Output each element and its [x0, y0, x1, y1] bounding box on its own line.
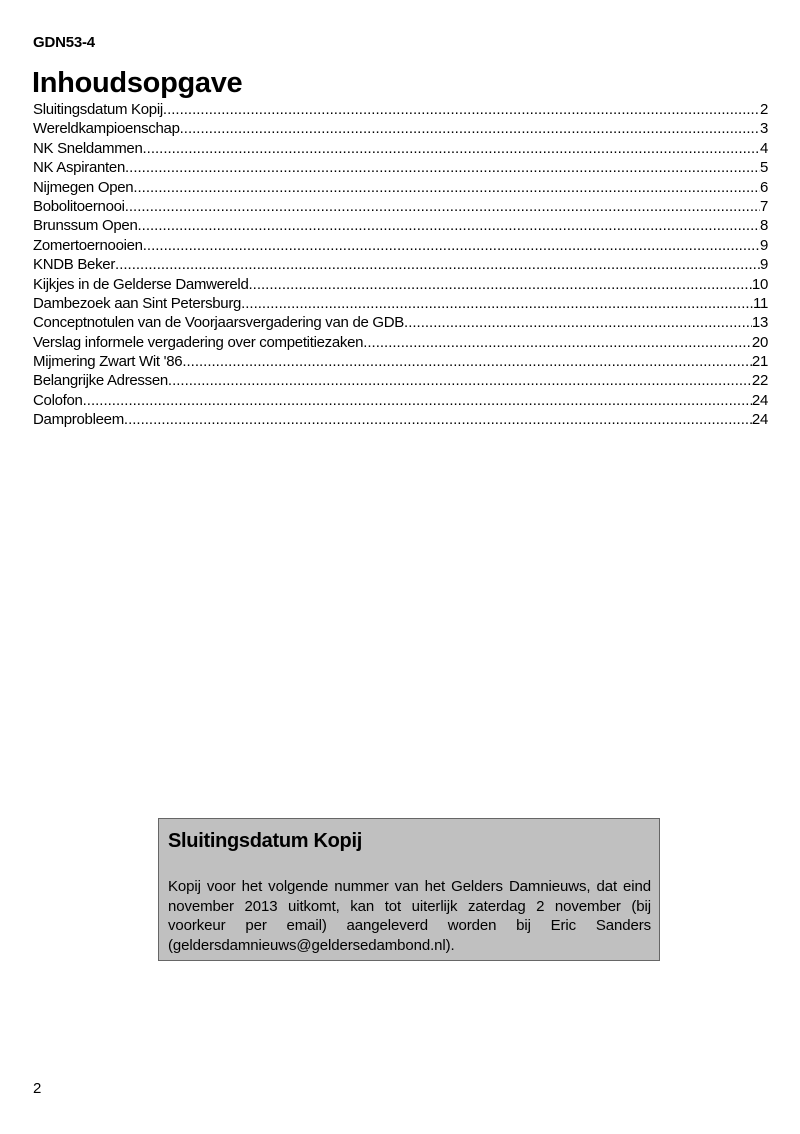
toc-entry-leader — [249, 275, 752, 294]
toc-entry-page: 2 — [759, 101, 768, 118]
toc-entry-page: 24 — [751, 391, 768, 409]
toc-entry-page: 20 — [751, 333, 768, 351]
toc-entry-label: Conceptnotulen van de Voorjaarsvergadering van de GDB — [33, 314, 405, 332]
toc-entry-leader — [137, 216, 759, 235]
toc-entry-page: 7 — [759, 197, 768, 215]
toc-entry-page: 11 — [753, 294, 768, 312]
toc-entry-label: Zomertoernooien — [33, 236, 143, 254]
toc-entry[interactable] — [33, 391, 768, 410]
toc-entry-page: 24 — [751, 411, 768, 429]
toc-entry[interactable] — [33, 139, 768, 158]
toc-entry[interactable] — [33, 216, 768, 235]
toc-entry[interactable] — [33, 100, 768, 119]
toc-entry-page: 9 — [759, 236, 768, 254]
page-number: 2 — [33, 1080, 42, 1097]
notice-body: Kopij voor het volgende nummer van het Gelders Damnieuws, dat eind november 2013 uitkomt, kan tot uiterlijk zaterdag 2 november (bij voorkeur per email) aangeleverd worden bij Eric Sanders (geldersdamnieuws@geldersedambond.nl). — [168, 878, 651, 954]
toc-entry[interactable] — [33, 236, 768, 255]
toc-entry-leader — [180, 119, 760, 138]
closing-date-notice-box — [158, 818, 660, 961]
toc-entry-leader — [143, 139, 760, 158]
toc-entry-page: 13 — [751, 314, 768, 332]
toc-entry-page: 21 — [751, 353, 768, 371]
toc-entry-label: Colofon — [33, 391, 83, 409]
notice-title: Sluitingsdatum Kopij — [168, 830, 362, 852]
toc-entry-leader — [363, 333, 752, 352]
toc-entry-leader — [83, 391, 752, 410]
toc-entry[interactable] — [33, 313, 768, 332]
toc-entry-leader — [182, 352, 752, 371]
toc-entry[interactable] — [33, 178, 768, 197]
toc-entry-label: NK Aspiranten — [33, 159, 125, 177]
toc-entry-leader — [125, 158, 760, 177]
toc-entry[interactable] — [33, 410, 768, 429]
toc-entry-label: Wereldkampioenschap — [33, 120, 180, 138]
toc-entry[interactable] — [33, 294, 768, 313]
toc-entry-label: Mijmering Zwart Wit '86 — [33, 353, 183, 371]
toc-entry-label: Nijmegen Open — [33, 178, 134, 196]
toc-entry-label: Damprobleem — [33, 411, 124, 429]
toc-entry[interactable] — [33, 352, 768, 371]
toc-entry-leader — [125, 197, 760, 216]
toc-entry-leader — [163, 100, 760, 119]
toc-entry[interactable] — [33, 197, 768, 216]
table-of-contents — [33, 100, 768, 430]
toc-entry-leader — [143, 236, 760, 255]
toc-entry-page: 5 — [759, 159, 768, 177]
toc-entry-page: 22 — [751, 372, 768, 390]
toc-entry-page: 6 — [759, 178, 768, 196]
toc-entry-page: 8 — [759, 217, 768, 235]
toc-entry-page: 4 — [759, 139, 768, 157]
toc-entry-label: Brunssum Open — [33, 217, 138, 235]
toc-entry-label: Verslag informele vergadering over competitiezaken — [33, 333, 364, 351]
toc-entry-leader — [168, 371, 752, 390]
toc-entry-label: Kijkjes in de Gelderse Damwereld — [33, 275, 249, 293]
toc-entry[interactable] — [33, 158, 768, 177]
toc-entry-label: Sluitingsdatum Kopij — [33, 101, 163, 118]
toc-title: Inhoudsopgave — [32, 67, 243, 99]
document-code: GDN53-4 — [33, 34, 95, 51]
toc-entry[interactable] — [33, 333, 768, 352]
toc-entry-label: Belangrijke Adressen — [33, 372, 168, 390]
toc-entry-label: Bobolitoernooi — [33, 197, 125, 215]
toc-entry-page: 10 — [751, 275, 768, 293]
toc-entry-leader — [124, 410, 752, 429]
toc-entry-label: NK Sneldammen — [33, 139, 143, 157]
toc-entry-leader — [133, 178, 760, 197]
toc-entry[interactable] — [33, 119, 768, 138]
toc-entry-leader — [404, 313, 752, 332]
toc-entry-page: 9 — [759, 256, 768, 274]
toc-entry[interactable] — [33, 255, 768, 274]
toc-entry-label: Dambezoek aan Sint Petersburg — [33, 294, 242, 312]
toc-entry-leader — [115, 255, 760, 274]
toc-entry-leader — [241, 294, 753, 313]
toc-entry[interactable] — [33, 275, 768, 294]
toc-entry-label: KNDB Beker — [33, 256, 116, 274]
toc-entry-page: 3 — [759, 120, 768, 138]
toc-entry[interactable] — [33, 371, 768, 390]
